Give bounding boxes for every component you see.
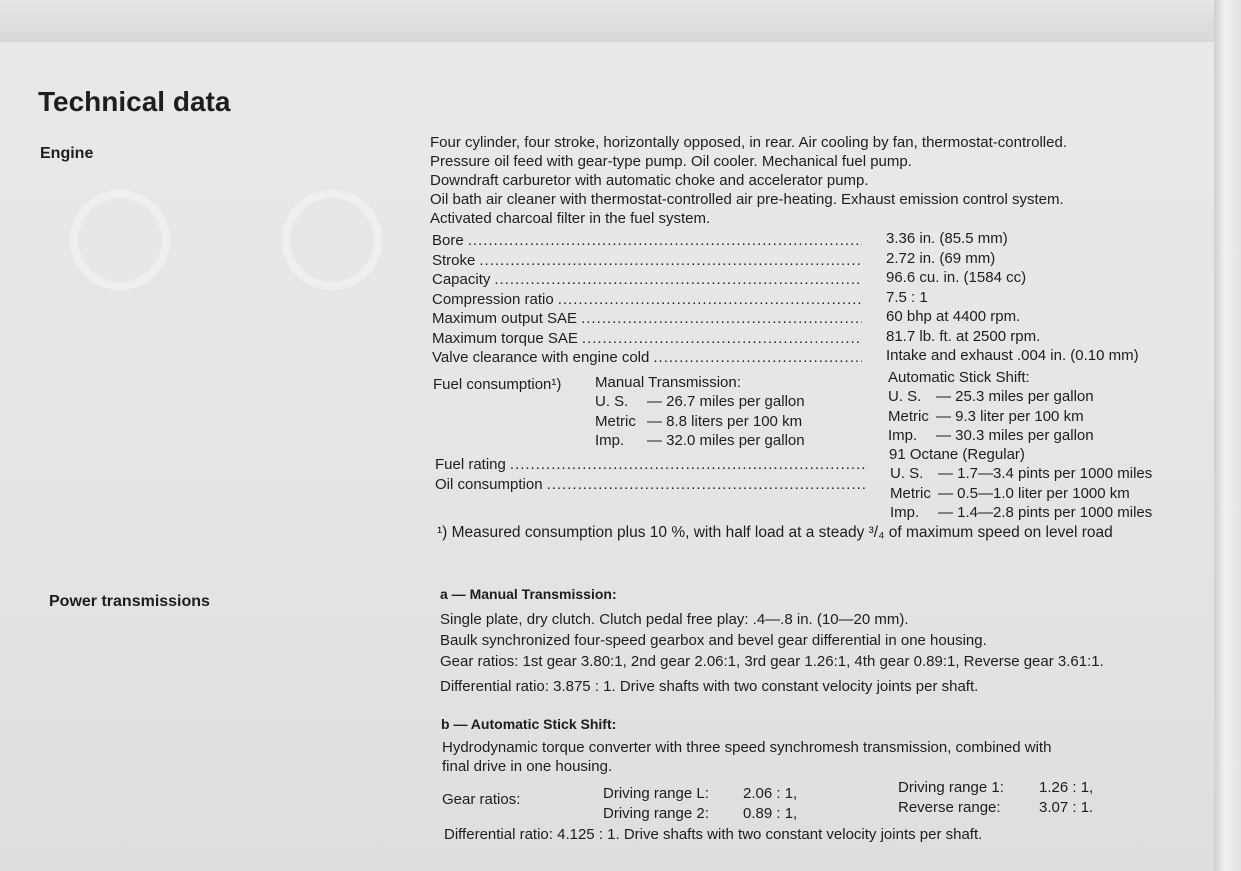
spec-label: Compression ratio xyxy=(432,290,554,308)
description-line: Oil bath air cleaner with thermostat-controlled air pre-heating. Exhaust emission control system. xyxy=(430,191,1064,208)
leader-dots xyxy=(468,231,862,251)
manual-transmission-title: a — Manual Transmission: xyxy=(440,586,617,602)
gear-ratios-label: Gear ratios: xyxy=(442,791,521,808)
spec-row xyxy=(435,475,865,495)
consumption-value: — 8.8 liters per 100 km xyxy=(647,412,803,430)
fuel-rating-label: Fuel rating xyxy=(435,456,506,473)
spec-row xyxy=(432,309,862,329)
consumption-value: — 25.3 miles per gallon xyxy=(936,388,1094,405)
footnote: ¹) Measured consumption plus 10 %, with half load at a steady ³/₄ of maximum speed on level road xyxy=(437,524,1113,541)
spec-value: 81.7 lb. ft. at 2500 rpm. xyxy=(886,327,1041,345)
book-spine xyxy=(1214,0,1241,871)
engine-spec-values xyxy=(886,229,1139,366)
description-line: Activated charcoal filter in the fuel system. xyxy=(430,210,711,227)
auto-line: Hydrodynamic torque converter with three speed synchromesh transmission, combined with xyxy=(442,739,1052,756)
spec-row xyxy=(432,329,862,349)
manual-line: Gear ratios: 1st gear 3.80:1, 2nd gear 2.06:1, 3rd gear 1.26:1, 4th gear 0.89:1, Reverse gear 3.61:1. xyxy=(440,653,1104,670)
region-label: Imp. xyxy=(595,432,625,449)
spec-row xyxy=(432,348,862,368)
consumption-value: — 9.3 liter per 100 km xyxy=(936,407,1084,425)
manual-consumption-title: Manual Transmission: xyxy=(595,374,741,391)
manual-line: Baulk synchronized four-speed gearbox and bevel gear differential in one housing. xyxy=(440,632,987,649)
oil-value: — 0.5—1.0 liter per 1000 km xyxy=(938,484,1130,502)
spec-label: Capacity xyxy=(432,271,491,288)
spec-value: Intake and exhaust .004 in. (0.10 mm) xyxy=(886,347,1139,364)
region-label: Imp. xyxy=(888,427,918,444)
manual-consumption-table xyxy=(595,392,805,451)
region-label: Imp. xyxy=(890,504,920,521)
leader-dots xyxy=(581,309,862,329)
automatic-stick-shift-title: b — Automatic Stick Shift: xyxy=(441,716,617,732)
region-label: Metric xyxy=(890,484,931,502)
region-label: Metric xyxy=(888,407,929,425)
power-transmissions-heading: Power transmissions xyxy=(49,593,210,610)
consumption-value: — 32.0 miles per gallon xyxy=(647,432,805,449)
range-value: 3.07 : 1. xyxy=(1039,798,1094,816)
spec-value: 60 bhp at 4400 rpm. xyxy=(886,308,1021,325)
spec-value: 2.72 in. (69 mm) xyxy=(886,249,996,267)
spec-row xyxy=(432,251,862,271)
range-label: Driving range 1: xyxy=(898,779,1004,796)
spec-row xyxy=(432,290,862,310)
spec-label: Valve clearance with engine cold xyxy=(432,349,650,366)
manual-transmission-text xyxy=(440,609,1104,697)
region-label: U. S. xyxy=(888,388,922,405)
spec-label: Bore xyxy=(432,232,464,249)
spec-value: 96.6 cu. in. (1584 cc) xyxy=(886,269,1027,286)
leader-dots xyxy=(510,455,865,475)
manual-line: Single plate, dry clutch. Clutch pedal free play: .4—.8 in. (10—20 mm). xyxy=(440,611,909,628)
gear-ranges-left xyxy=(603,784,797,823)
range-value: 1.26 : 1, xyxy=(1039,779,1094,796)
engine-description xyxy=(430,133,1067,228)
description-line: Downdraft carburetor with automatic choke and accelerator pump. xyxy=(430,172,869,189)
gear-ranges-right xyxy=(898,778,1093,817)
region-label: Metric xyxy=(595,412,636,430)
fuel-rating-value: 91 Octane (Regular) xyxy=(889,446,1025,463)
consumption-value: — 26.7 miles per gallon xyxy=(647,393,805,410)
range-label: Driving range L: xyxy=(603,785,709,802)
leader-dots xyxy=(494,270,862,290)
engine-spec-labels xyxy=(432,231,862,368)
auto-line: final drive in one housing. xyxy=(442,758,613,775)
leader-dots xyxy=(547,475,865,495)
spec-row xyxy=(432,270,862,290)
background-top xyxy=(0,0,1241,48)
auto-consumption-table xyxy=(888,387,1094,446)
manual-line: Differential ratio: 3.875 : 1. Drive shafts with two constant velocity joints per shaft. xyxy=(440,678,979,695)
fuel-oil-labels xyxy=(435,455,865,494)
page-title: Technical data xyxy=(38,86,231,117)
oil-value: — 1.4—2.8 pints per 1000 miles xyxy=(938,504,1153,521)
spec-label: Maximum output SAE xyxy=(432,310,578,327)
oil-consumption-table xyxy=(890,464,1152,523)
spec-value: 7.5 : 1 xyxy=(886,288,928,306)
watermark-emblem-faded xyxy=(70,190,170,290)
spec-row xyxy=(435,455,865,475)
leader-dots xyxy=(653,348,862,368)
region-label: U. S. xyxy=(595,393,629,410)
automatic-text xyxy=(442,738,1051,776)
engine-heading: Engine xyxy=(40,145,94,162)
range-value: 2.06 : 1, xyxy=(743,785,798,802)
spec-label: Stroke xyxy=(432,251,476,269)
spec-row xyxy=(432,231,862,251)
description-line: Four cylinder, four stroke, horizontally opposed, in rear. Air cooling by fan, thermostat-controlled. xyxy=(430,134,1067,151)
spec-value: 3.36 in. (85.5 mm) xyxy=(886,230,1008,247)
region-label: U. S. xyxy=(890,465,924,482)
leader-dots xyxy=(558,290,862,310)
auto-consumption-title: Automatic Stick Shift: xyxy=(888,369,1030,386)
range-label: Driving range 2: xyxy=(603,804,709,822)
leader-dots xyxy=(479,251,862,271)
description-line: Pressure oil feed with gear-type pump. Oil cooler. Mechanical fuel pump. xyxy=(430,153,912,170)
vw-logo-watermark xyxy=(282,190,382,290)
leader-dots xyxy=(582,329,862,349)
oil-consumption-label: Oil consumption xyxy=(435,475,543,493)
spec-label: Maximum torque SAE xyxy=(432,329,578,347)
oil-value: — 1.7—3.4 pints per 1000 miles xyxy=(938,465,1153,482)
fuel-consumption-label: Fuel consumption¹) xyxy=(433,376,562,393)
range-value: 0.89 : 1, xyxy=(743,804,798,822)
consumption-value: — 30.3 miles per gallon xyxy=(936,427,1094,444)
auto-differential-ratio: Differential ratio: 4.125 : 1. Drive shafts with two constant velocity joints per shaft. xyxy=(444,826,983,843)
range-label: Reverse range: xyxy=(898,798,1001,816)
